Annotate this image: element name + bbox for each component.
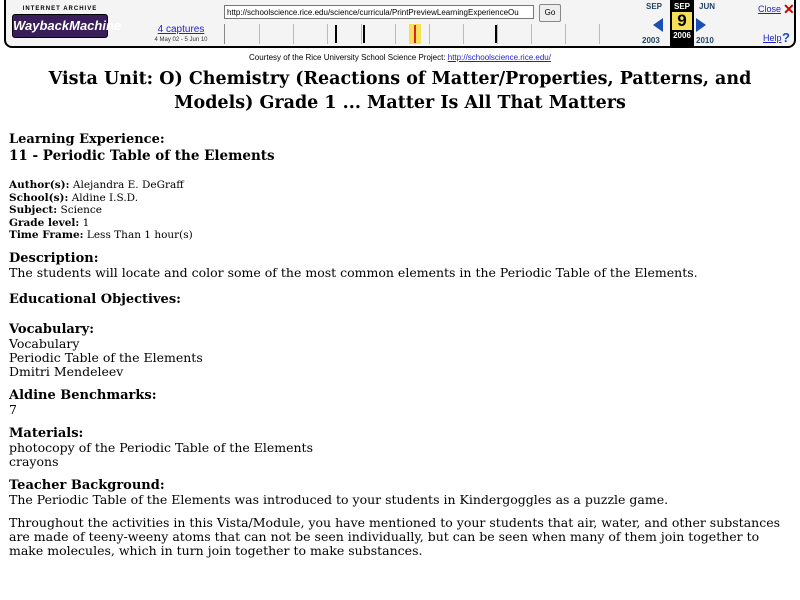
author-label: Author(s):: [9, 179, 70, 191]
next-month: JUN: [699, 2, 716, 11]
subject-value: Science: [60, 204, 103, 217]
courtesy-line: [0, 53, 800, 62]
description-section: [9, 252, 794, 280]
wayback-logo[interactable]: [12, 6, 122, 38]
current-capture-date: [670, 0, 694, 46]
next-year[interactable]: 2010: [696, 36, 714, 45]
materials-label: Materials:: [9, 425, 84, 441]
vocabulary-section: [9, 323, 794, 379]
current-day: 9: [672, 12, 692, 30]
background-label: Teacher Background:: [9, 477, 165, 493]
learning-experience-label: Learning Experience:: [9, 132, 165, 147]
courtesy-text: Courtesy of the Rice University School Science Project:: [249, 53, 448, 62]
prev-month: SEP: [646, 2, 663, 11]
next-capture-arrow-icon[interactable]: [696, 18, 706, 32]
benchmarks-label: Aldine Benchmarks:: [9, 387, 157, 403]
vocabulary-item: Dmitri Mendeleev: [9, 363, 124, 379]
author-value: Alejandra E. DeGraff: [72, 179, 184, 191]
captures-range: 4 May 02 - 5 Jun 10: [154, 37, 208, 43]
time-frame-label: Time Frame:: [9, 229, 84, 242]
benchmarks-section: [9, 389, 794, 417]
vocabulary-item: Periodic Table of the Elements: [9, 349, 203, 365]
url-input[interactable]: http://schoolscience.rice.edu/science/curricula/PrintPreviewLearningExperienceOu: [224, 5, 534, 19]
background-section: [9, 479, 794, 558]
page-title: Vista Unit: O) Chemistry (Reactions of Matter/Properties, Patterns, and Models) Grade 1 ... Matter Is All That Matters: [48, 69, 752, 113]
logo-archive-text: INTERNET ARCHIVE: [22, 6, 98, 12]
materials-item: photocopy of the Periodic Table of the Elements: [9, 439, 313, 455]
captures-link[interactable]: 4 captures: [157, 24, 205, 35]
prev-year[interactable]: 2003: [642, 36, 660, 45]
current-capture-highlight[interactable]: [409, 24, 421, 44]
background-paragraph: The Periodic Table of the Elements was introduced to your students in Kindergoggles as a puzzle game.: [9, 491, 669, 507]
logo-wayback-text: WaybackMachine: [12, 14, 108, 38]
capture-tick[interactable]: [363, 25, 365, 43]
go-button[interactable]: Go: [539, 4, 561, 22]
description-label: Description:: [9, 250, 99, 266]
benchmarks-value: 7: [9, 401, 17, 417]
lesson-metadata: [9, 179, 794, 242]
courtesy-link[interactable]: http://schoolscience.rice.edu/: [447, 53, 551, 62]
objectives-label: Educational Objectives:: [9, 291, 181, 307]
time-frame-value: Less Than 1 hour(s): [86, 229, 193, 242]
capture-tick[interactable]: [335, 25, 337, 43]
prev-capture-arrow-icon[interactable]: [653, 18, 663, 32]
current-month: SEP: [673, 2, 690, 11]
school-label: School(s):: [9, 191, 69, 204]
subject-label: Subject:: [9, 204, 58, 217]
capture-timeline[interactable]: [224, 24, 637, 44]
school-value: Aldine I.S.D.: [71, 191, 139, 204]
objectives-section: [9, 293, 794, 307]
grade-value: 1: [82, 216, 90, 229]
help-icon[interactable]: ?: [782, 30, 790, 45]
materials-item: crayons: [9, 453, 59, 469]
current-year: 2006: [673, 31, 691, 40]
vocabulary-label: Vocabulary:: [9, 321, 95, 337]
description-text: The students will locate and color some of the most common elements in the Periodic Table of the Elements.: [9, 264, 698, 280]
wayback-toolbar: [4, 0, 796, 48]
materials-section: [9, 427, 794, 469]
vocabulary-item: Vocabulary: [9, 335, 80, 351]
lesson-content: [9, 133, 794, 558]
capture-tick[interactable]: [495, 25, 497, 43]
close-link[interactable]: Close: [758, 4, 782, 14]
learning-experience-title: 11 - Periodic Table of the Elements: [9, 148, 275, 164]
background-paragraph: Throughout the activities in this Vista/Module, you have mentioned to your students that air, water, and other substances are made of teeny-weeny atoms that can not be seen individually, but can be seen when many of them join together to make molecules, which in turn join together to make substances.: [9, 514, 781, 558]
help-link[interactable]: Help: [763, 33, 782, 43]
captures-info: [146, 24, 216, 43]
close-icon[interactable]: ✕: [783, 1, 795, 17]
grade-label: Grade level:: [9, 216, 80, 229]
